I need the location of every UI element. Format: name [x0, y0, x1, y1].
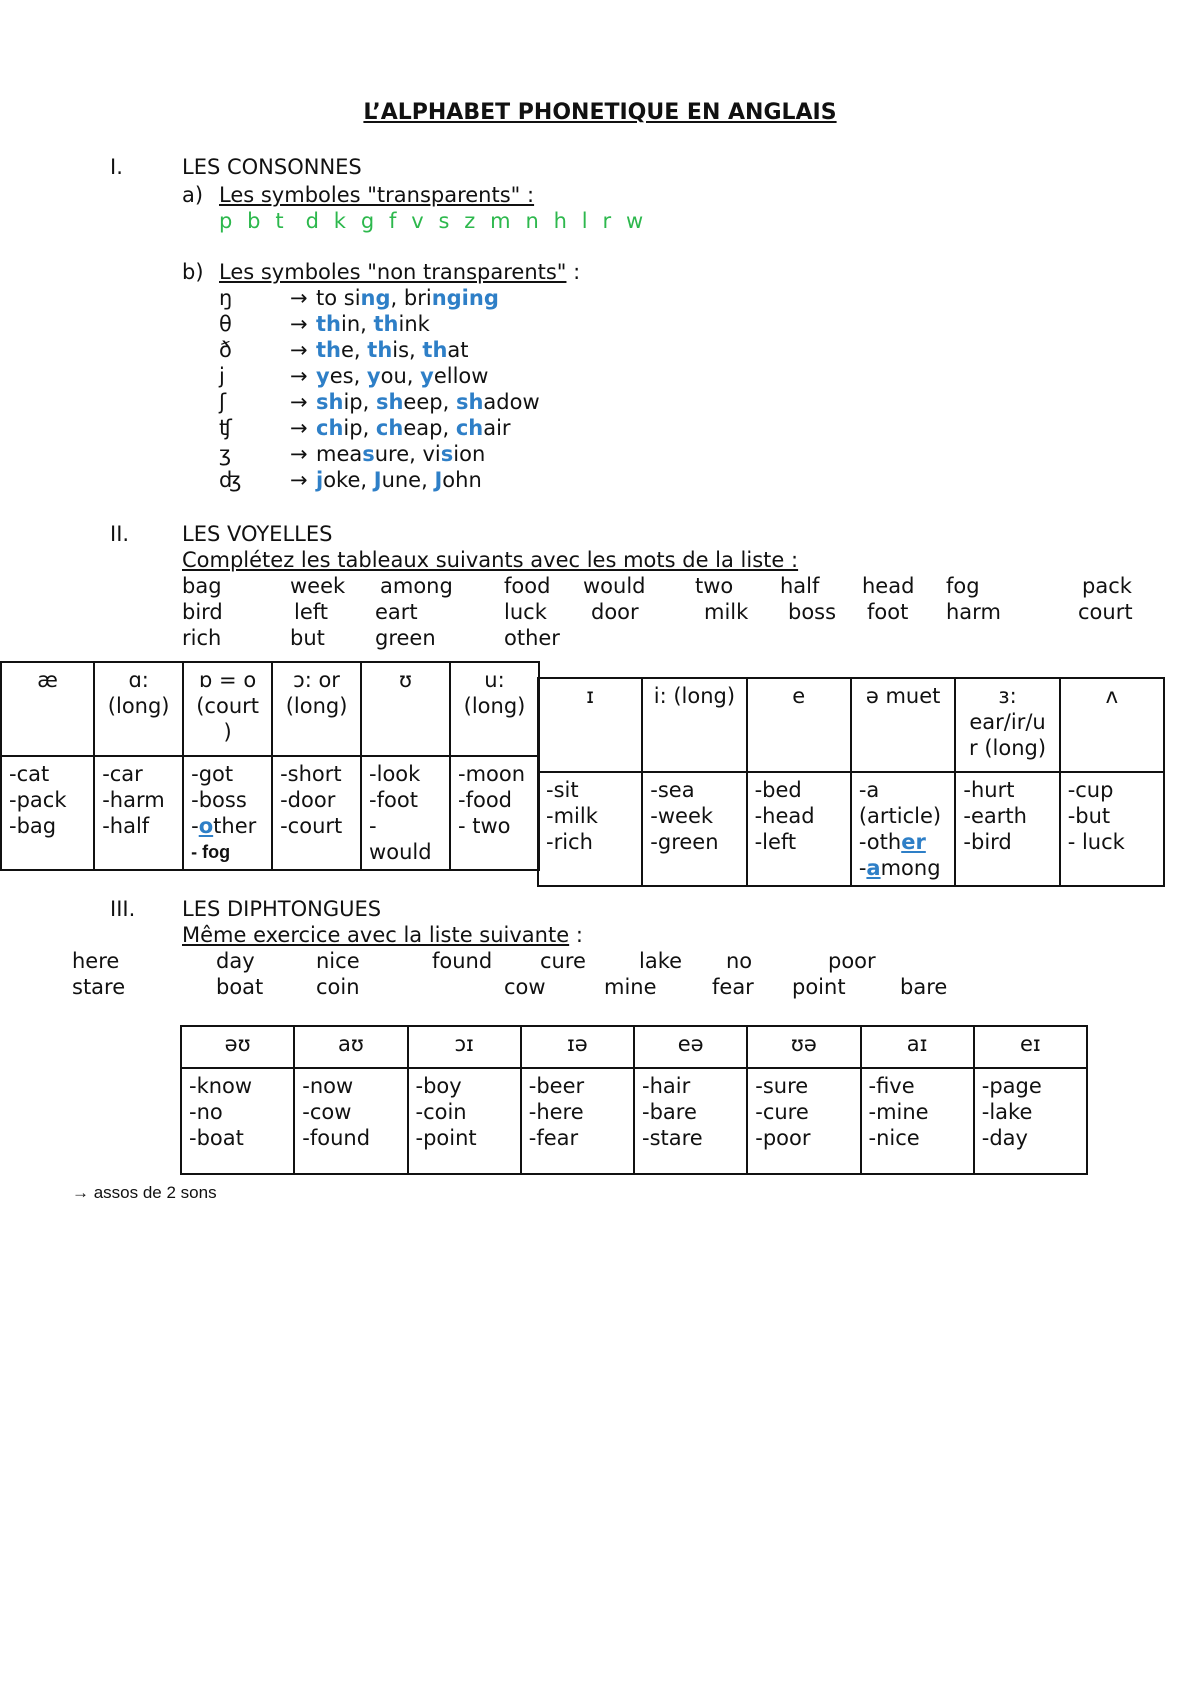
column-header: æ	[1, 662, 94, 756]
item-a-label: a)	[182, 183, 204, 207]
word-list-item: bag	[182, 574, 222, 598]
word-list-item: boss	[788, 600, 837, 624]
word-list-item: point	[792, 975, 846, 999]
highlighted-letters: ch	[455, 416, 484, 440]
example-text: es,	[329, 364, 367, 388]
example-text: mea	[316, 442, 363, 466]
vowel-word-list	[0, 574, 1200, 654]
section-1-number: I.	[110, 155, 123, 179]
example-text: une,	[381, 468, 435, 492]
example-words	[316, 286, 499, 310]
table-cell	[294, 1068, 407, 1174]
cell-words: -five -mine -nice	[868, 1074, 929, 1150]
example-text: oke,	[323, 468, 374, 492]
table-cell	[181, 1068, 294, 1174]
arrow-icon: →	[290, 442, 308, 466]
cell-words: -know -no -boat	[189, 1074, 253, 1150]
example-text: ion	[453, 442, 486, 466]
table-cell	[408, 1068, 521, 1174]
highlighted-letters: ch	[375, 416, 404, 440]
table-cell	[974, 1068, 1087, 1174]
word-list-item: pack	[1082, 574, 1132, 598]
word-list-item: bird	[182, 600, 223, 624]
vowel-table-1	[0, 661, 540, 871]
section-1-heading: LES CONSONNES	[182, 155, 362, 179]
word-list-item: other	[504, 626, 560, 650]
section-3-instruction-line	[182, 923, 583, 947]
example-text: e,	[341, 338, 368, 362]
example-text: ure, vi	[374, 442, 441, 466]
column-header: ɜ: ear/ir/u r (long)	[955, 678, 1059, 772]
example-words	[316, 442, 485, 466]
example-text: ohn	[442, 468, 482, 492]
word-list-item: bare	[900, 975, 948, 999]
table-cell	[183, 756, 272, 870]
word-list-item: mine	[604, 975, 657, 999]
word-list-item: boat	[216, 975, 264, 999]
table-cell	[747, 772, 851, 886]
phonetic-symbol: j	[219, 364, 225, 388]
phonetic-symbol: ʃ	[219, 390, 227, 414]
example-text: is,	[392, 338, 423, 362]
arrow-icon: →	[290, 338, 308, 362]
section-3-instruction: Même exercice avec la liste suivante	[182, 923, 570, 947]
section-3-instruction-colon: :	[569, 923, 583, 947]
highlighted-letters: J	[373, 468, 382, 492]
example-text: ip,	[343, 416, 376, 440]
column-header: u: (long)	[450, 662, 539, 756]
word-list-item: poor	[828, 949, 876, 973]
example-words	[316, 416, 511, 440]
example-words	[316, 338, 469, 362]
cell-words: -moon -food - two	[458, 762, 526, 838]
example-text: in,	[341, 312, 374, 336]
table-cell	[642, 772, 746, 886]
example-text: ellow	[433, 364, 489, 388]
oth-prefix: -oth	[858, 830, 902, 854]
example-text: adow	[483, 390, 540, 414]
cell-words: -cup -but - luck	[1067, 778, 1125, 854]
column-header: e	[747, 678, 851, 772]
arrow-icon: →	[290, 416, 308, 440]
word-list-item: cow	[504, 975, 546, 999]
highlighted-letters: th	[316, 338, 341, 362]
phonetic-symbol: ʤ	[219, 468, 242, 492]
highlighted-letters: sh	[316, 390, 344, 414]
other-dash: -	[191, 814, 199, 838]
arrow-icon: →	[290, 390, 308, 414]
arrow-icon: →	[290, 364, 308, 388]
phonetic-symbol: ʧ	[219, 416, 232, 440]
highlighted-letters: ch	[316, 416, 344, 440]
other-rest: ther	[213, 814, 257, 838]
table-cell	[747, 1068, 860, 1174]
word-list-item: day	[216, 949, 255, 973]
among-dash: -	[858, 856, 867, 880]
phonetic-symbol: ŋ	[219, 286, 233, 310]
cell-words: -a (article)	[858, 778, 942, 828]
highlighted-letters: sh	[455, 390, 484, 414]
column-header: i: (long)	[642, 678, 746, 772]
word-list-item: lake	[639, 949, 683, 973]
column-header: ɪ	[538, 678, 642, 772]
cell-words: -boy -coin -point	[415, 1074, 477, 1150]
word-list-item: would	[583, 574, 646, 598]
word-list-item: fog	[946, 574, 980, 598]
example-text: eep,	[403, 390, 456, 414]
example-text: air	[483, 416, 511, 440]
other-o: o	[198, 814, 214, 838]
footnote: → assos de 2 sons	[72, 1183, 217, 1202]
table-cell	[634, 1068, 747, 1174]
word-list-item: week	[290, 574, 346, 598]
highlighted-letters: sh	[375, 390, 404, 414]
highlighted-letters: y	[316, 364, 330, 388]
item-b-colon: :	[566, 260, 581, 284]
arrow-icon: →	[290, 468, 308, 492]
word-list-item: here	[72, 949, 120, 973]
column-header: ɔɪ	[408, 1026, 521, 1068]
among-rest: mong	[880, 856, 941, 880]
column-header: ə muet	[851, 678, 956, 772]
cell-words: -hair -bare -stare	[642, 1074, 703, 1150]
diphthong-table	[180, 1025, 1088, 1175]
example-text: ink	[398, 312, 430, 336]
among-line	[859, 855, 948, 881]
other-line	[859, 829, 948, 855]
item-b-label: b)	[182, 260, 204, 284]
highlighted-letters: j	[316, 468, 324, 492]
cell-words: -car -harm -half	[102, 762, 165, 838]
example-text: at	[447, 338, 469, 362]
page-title: L’ALPHABET PHONETIQUE EN ANGLAIS	[363, 100, 837, 125]
highlighted-letters: th	[373, 312, 399, 336]
word-list-item: luck	[504, 600, 547, 624]
other-line	[191, 813, 264, 839]
table-cell	[1060, 772, 1164, 886]
word-list-item: eart	[375, 600, 418, 624]
cell-words: -bed -head -left	[754, 778, 815, 854]
column-header: aʊ	[294, 1026, 407, 1068]
highlighted-letters: s	[362, 442, 375, 466]
column-header: ɒ = o (court )	[183, 662, 272, 756]
word-list-item: foot	[867, 600, 909, 624]
column-header: əʊ	[181, 1026, 294, 1068]
example-words	[316, 468, 482, 492]
cell-words: -sure -cure -poor	[755, 1074, 811, 1150]
section-2-instruction: Complétez les tableaux suivants avec les mots de la liste :	[182, 548, 799, 572]
column-header: ʌ	[1060, 678, 1164, 772]
item-b	[219, 260, 580, 284]
column-header: aɪ	[861, 1026, 974, 1068]
table-cell	[955, 772, 1059, 886]
table-cell	[521, 1068, 634, 1174]
cell-words: -got -boss	[191, 762, 247, 812]
word-list-item: among	[380, 574, 453, 598]
example-text: eap,	[403, 416, 456, 440]
table-cell	[94, 756, 183, 870]
highlighted-letters: ng	[360, 286, 391, 310]
highlighted-letters: th	[367, 338, 393, 362]
word-list-item: milk	[704, 600, 749, 624]
er-highlight: er	[901, 830, 926, 854]
transparent-symbols: p b t d k g f v s z m n h l r w	[219, 209, 644, 233]
phonetic-symbol: ð	[219, 338, 232, 362]
highlighted-letters: J	[434, 468, 443, 492]
example-words	[316, 364, 488, 388]
word-list-item: half	[780, 574, 820, 598]
arrow-icon: →	[290, 312, 308, 336]
cell-words: -hurt -earth -bird	[963, 778, 1027, 854]
word-list-item: stare	[72, 975, 126, 999]
item-b-text: Les symboles "non transparents"	[219, 260, 567, 284]
table-cell	[861, 1068, 974, 1174]
cell-words: -beer -here -fear	[528, 1074, 585, 1150]
column-header: ɔ: or (long)	[272, 662, 361, 756]
table-cell	[538, 772, 642, 886]
column-header: ɑ: (long)	[94, 662, 183, 756]
section-2-heading: LES VOYELLES	[182, 522, 333, 546]
word-list-item: two	[695, 574, 734, 598]
highlighted-letters: th	[316, 312, 341, 336]
example-text: ou,	[380, 364, 421, 388]
phonetic-symbol: θ	[219, 312, 232, 336]
vowel-table-2	[537, 677, 1165, 887]
item-a-text: Les symboles "transparents" :	[219, 183, 535, 207]
section-3-heading: LES DIPHTONGUES	[182, 897, 382, 921]
highlighted-letters: s	[440, 442, 454, 466]
table-cell	[361, 756, 450, 870]
column-header: ʊə	[747, 1026, 860, 1068]
highlighted-letters: y	[420, 364, 434, 388]
word-list-item: green	[375, 626, 436, 650]
cell-words: -now -cow -found	[302, 1074, 371, 1150]
word-list-item: no	[726, 949, 753, 973]
cell-words: -cat -pack -bag	[9, 762, 67, 838]
word-list-item: head	[862, 574, 915, 598]
section-3-number: III.	[110, 897, 136, 921]
arrow-icon: →	[290, 286, 308, 310]
example-words	[316, 390, 540, 414]
word-list-item: cure	[540, 949, 586, 973]
fog-line: - fog	[191, 842, 231, 862]
word-list-item: court	[1078, 600, 1133, 624]
table-cell	[272, 756, 361, 870]
table-cell	[1, 756, 94, 870]
table-cell	[851, 772, 956, 886]
example-text: ip,	[343, 390, 376, 414]
column-header: eɪ	[974, 1026, 1087, 1068]
section-2-number: II.	[110, 522, 130, 546]
column-header: eə	[634, 1026, 747, 1068]
a-highlight: a	[866, 856, 881, 880]
example-text: , bri	[390, 286, 432, 310]
word-list-item: harm	[946, 600, 1001, 624]
table-cell	[450, 756, 539, 870]
word-list-item: rich	[182, 626, 222, 650]
phonetic-symbol: ʒ	[219, 442, 232, 466]
word-list-item: coin	[316, 975, 360, 999]
diphthong-word-list	[0, 949, 1200, 1003]
word-list-item: door	[591, 600, 639, 624]
highlighted-letters: y	[366, 364, 381, 388]
cell-words: -sea -week -green	[650, 778, 719, 854]
example-words	[316, 312, 430, 336]
word-list-item: nice	[316, 949, 360, 973]
word-list-item: found	[432, 949, 493, 973]
cell-words: -short -door -court	[280, 762, 343, 838]
highlighted-letters: nging	[431, 286, 499, 310]
example-text: to si	[316, 286, 361, 310]
column-header: ɪə	[521, 1026, 634, 1068]
cell-words: -page -lake -day	[981, 1074, 1042, 1150]
cell-words: -look -foot - would	[369, 762, 432, 864]
word-list-item: but	[290, 626, 325, 650]
column-header: ʊ	[361, 662, 450, 756]
cell-words: -sit -milk -rich	[546, 778, 598, 854]
word-list-item: left	[294, 600, 329, 624]
highlighted-letters: th	[422, 338, 448, 362]
word-list-item: fear	[712, 975, 754, 999]
word-list-item: food	[504, 574, 551, 598]
